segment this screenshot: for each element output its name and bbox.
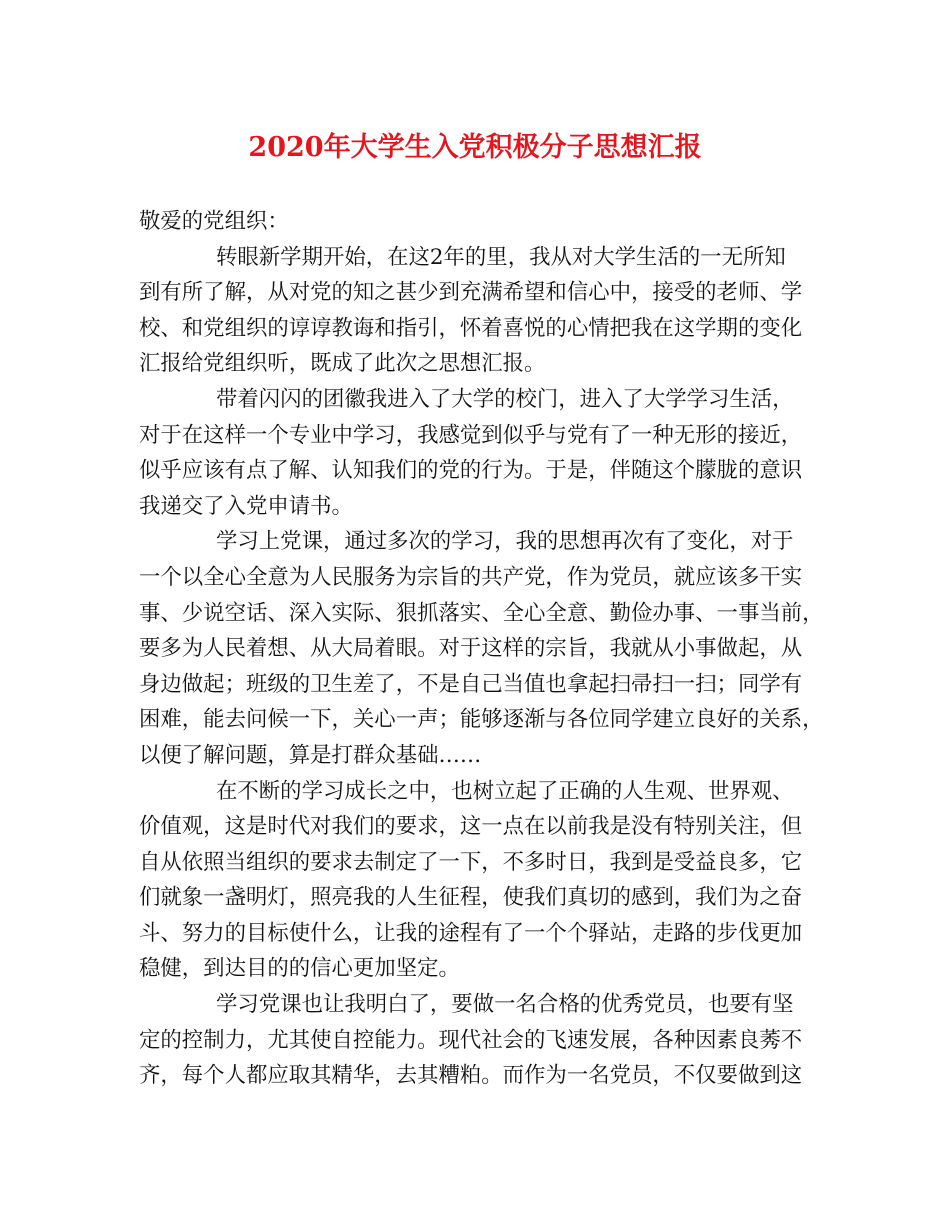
text-line: 校、和党组织的谆谆教诲和指引，怀着喜悦的心情把我在这学期的变化	[139, 315, 803, 341]
text-line: 价值观，这是时代对我们的要求，这一点在以前我是没有特别关注，但	[139, 814, 803, 840]
text-line: 对于在这样一个专业中学习，我感觉到似乎与党有了一种无形的接近，	[139, 422, 803, 448]
text-line: 我递交了入党申请书。	[139, 493, 353, 519]
document-body	[139, 204, 824, 1094]
text-line: 到有所了解，从对党的知之甚少到充满希望和信心中，接受的老师、学	[139, 280, 803, 306]
salutation: 敬爱的党组织：	[139, 209, 289, 234]
text-line: 齐，每个人都应取其精华，去其糟粕。而作为一名党员，不仅要做到这	[139, 1063, 803, 1089]
text-line: 以便了解问题，算是打群众基础……	[139, 742, 482, 768]
text-line: 们就象一盏明灯，照亮我的人生征程，使我们真切的感到，我们为之奋	[139, 885, 803, 911]
text-line: 定的控制力，尤其使自控能力。现代社会的飞速发展，各种因素良莠不	[139, 1027, 803, 1053]
text-line: 带着闪闪的团徽我进入了大学的校门，进入了大学学习生活，	[216, 386, 794, 412]
document-title: 2020年大学生入党积极分子思想汇报	[248, 132, 702, 163]
text-line: 要多为人民着想、从大局着眼。对于这样的宗旨，我就从小事做起，从	[139, 636, 803, 662]
text-line: 斗、努力的目标使什么，让我的途程有了一个个驿站，走路的步伐更加	[139, 920, 803, 946]
text-line: 身边做起；班级的卫生差了，不是自己当值也拿起扫帚扫一扫；同学有	[139, 671, 803, 697]
text-line: 汇报给党组织听，既成了此次之思想汇报。	[139, 351, 546, 377]
text-line: 学习上党课，通过多次的学习，我的思想再次有了变化，对于	[216, 529, 794, 555]
text-line: 稳健，到达目的的信心更加坚定。	[139, 956, 460, 982]
text-line: 似乎应该有点了解、认知我们的党的行为。于是，伴随这个朦胧的意识	[139, 458, 803, 484]
text-line: 困难，能去问候一下，关心一声；能够逐渐与各位同学建立良好的关系，	[139, 707, 824, 733]
text-line: 学习党课也让我明白了，要做一名合格的优秀党员，也要有坚	[216, 992, 794, 1018]
text-line: 在不断的学习成长之中，也树立起了正确的人生观、世界观、	[216, 778, 794, 804]
text-line: 转眼新学期开始，在这2年的里，我从对大学生活的一无所知	[216, 244, 786, 270]
text-line: 事、少说空话、深入实际、狠抓落实、全心全意、勤俭办事、一事当前，	[139, 600, 824, 626]
text-line: 自从依照当组织的要求去制定了一下，不多时日，我到是受益良多，它	[139, 849, 803, 875]
text-line: 一个以全心全意为人民服务为宗旨的共产党，作为党员，就应该多干实	[139, 564, 803, 590]
